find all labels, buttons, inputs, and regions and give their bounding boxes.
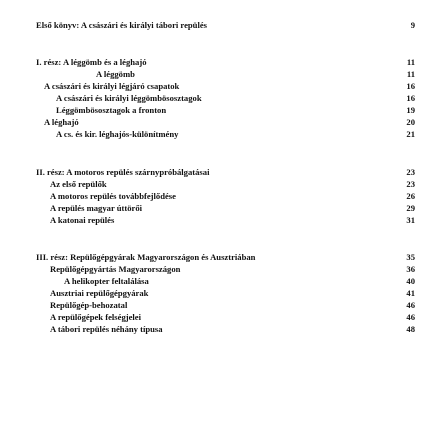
toc-entry-part [0, 251, 443, 263]
toc-entry-title: A léggömb [96, 69, 135, 79]
toc-entry-page: 20 [406, 117, 415, 127]
toc-entry-chapter [0, 178, 443, 190]
toc-entry-page: 16 [406, 93, 415, 103]
toc-entry-page: 21 [406, 129, 415, 139]
toc-entry-section [0, 275, 443, 287]
toc-entry-section [0, 128, 443, 140]
toc-entry-page: 46 [406, 300, 415, 310]
toc-entry-title: Az első repülők [50, 179, 107, 189]
toc-entry-part [0, 166, 443, 178]
toc-entry-page: 9 [410, 20, 415, 30]
toc-entry-page: 29 [406, 203, 415, 213]
toc-entry-chapter [0, 311, 443, 323]
toc-entry-chapter [0, 263, 443, 275]
toc-entry-title: II. rész: A motoros repülés szárnypróbálgatásai [36, 167, 210, 177]
toc-entry-title: A császári és királyi légjáró csapatok [44, 81, 180, 91]
toc-entry-page: 11 [406, 57, 415, 67]
toc-entry-page: 46 [406, 312, 415, 322]
toc-entry-title: Repülőgépgyártás Magyarországon [50, 264, 181, 274]
toc-entry-title: III. rész: Repülőgépgyárak Magyarországon és Ausztriában [36, 252, 256, 262]
toc-entry-chapter [0, 323, 443, 335]
toc-entry-title: Első könyv: A császári és királyi tábori repülés [36, 20, 208, 30]
toc-entry-chapter [0, 287, 443, 299]
toc-entry-title: A cs. és kir. léghajós-különítmény [56, 129, 179, 139]
toc-entry-page: 26 [406, 191, 415, 201]
toc-entry-title: A léghajó [44, 117, 79, 127]
toc-entry-subsection [0, 92, 443, 104]
toc-entry-title: A tábori repülés néhány típusa [50, 324, 163, 334]
toc-entry-subsection [0, 104, 443, 116]
toc-entry-page: 48 [406, 324, 415, 334]
toc-entry-page: 41 [406, 288, 415, 298]
toc-entry-title: A repülés magyar úttörői [50, 203, 143, 213]
toc-entry-part [0, 56, 443, 68]
toc-entry-title: A császári és királyi léggömbösosztagok [56, 93, 202, 103]
toc-entry-page: 16 [406, 81, 415, 91]
toc-entry-title: Ausztriai repülőgépgyárak [50, 288, 149, 298]
toc-entry-title: A repülőgépek felségjelei [50, 312, 142, 322]
toc-entry-title: I. rész: A léggömb és a léghajó [36, 57, 147, 67]
toc-entry-page: 40 [406, 276, 415, 286]
toc-entry-chapter [0, 202, 443, 214]
toc-entry-book [0, 19, 443, 31]
toc-entry-chapter [0, 299, 443, 311]
toc-entry-page: 19 [406, 105, 415, 115]
toc-entry-title: Repülőgép-behozatal [50, 300, 128, 310]
toc-entry-title: A helikopter feltalálása [64, 276, 149, 286]
toc-entry-title: Léggömbösosztagok a fronton [56, 105, 167, 115]
toc-entry-chapter [0, 68, 443, 80]
toc-entry-section [0, 80, 443, 92]
toc-entry-page: 31 [406, 215, 415, 225]
toc-entry-title: A katonai repülés [50, 215, 115, 225]
toc-entry-page: 36 [406, 264, 415, 274]
toc-entry-page: 11 [406, 69, 415, 79]
toc-entry-title: A motoros repülés továbbfejlődése [50, 191, 176, 201]
toc-entry-chapter [0, 190, 443, 202]
toc-entry-page: 23 [406, 179, 415, 189]
toc-entry-chapter [0, 214, 443, 226]
toc-entry-chapter [0, 116, 443, 128]
toc-entry-page: 23 [406, 167, 415, 177]
toc-entry-page: 35 [406, 252, 415, 262]
